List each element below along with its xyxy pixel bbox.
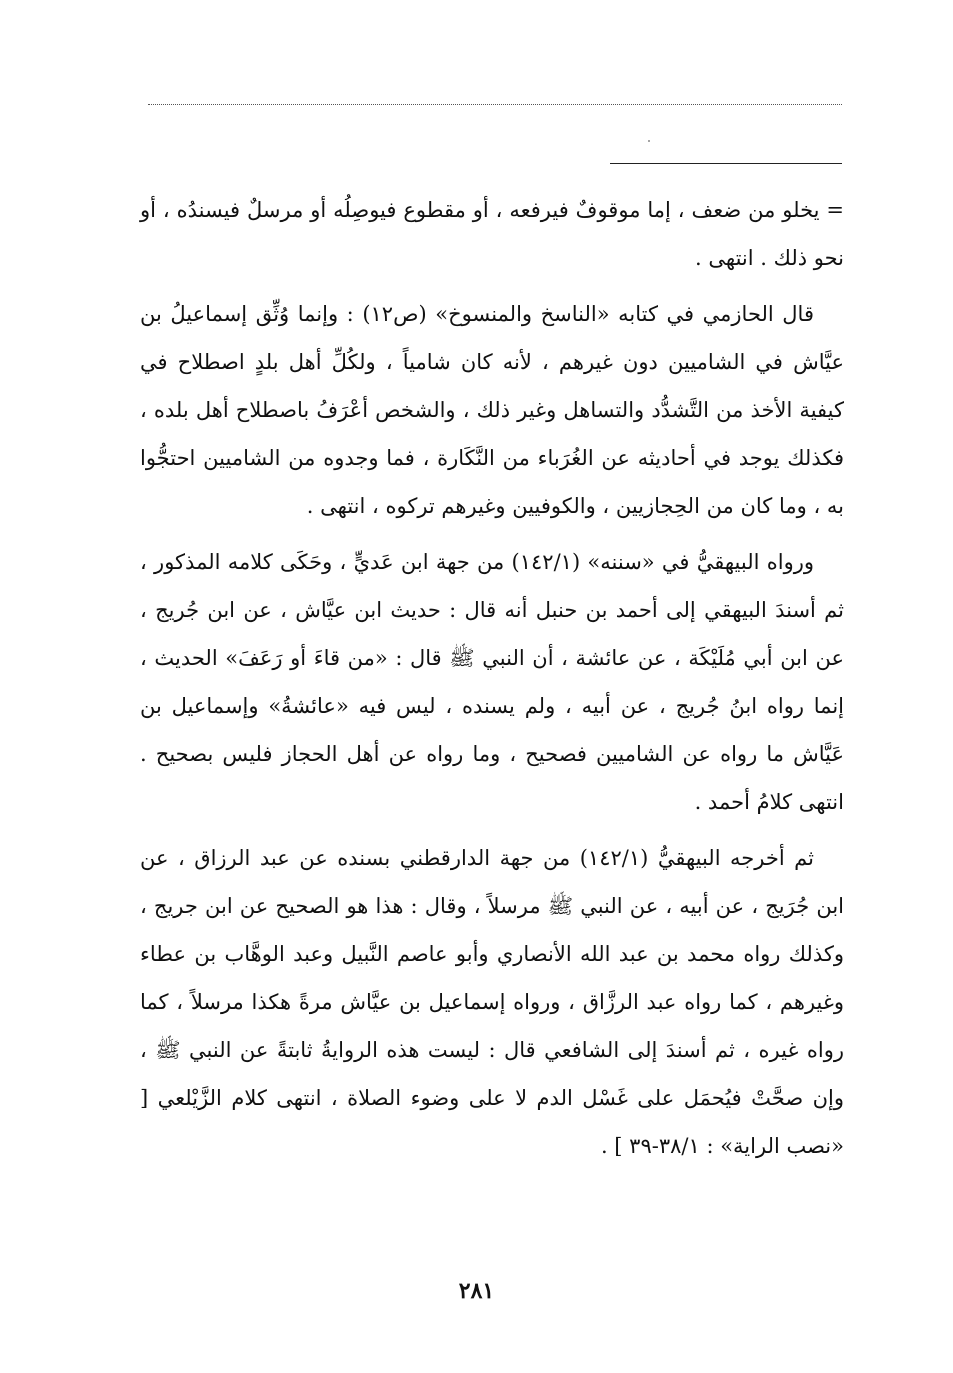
paragraph-hazimi: قال الحازمي في كتابه «الناسخ والمنسوخ» (ص١٢) : وإنما وُثِّق إسماعيلُ بن عيَّاش في الشاميين دون غيرهم ، لأنه كان شامياً ، ولكُلِّ أهل بلدٍ اصطلاح في كيفية الأخذ من التَّشدُّد والتساهل وغير ذلك ، والشخص أعْرَفُ باصطلاح أهل بلده ، فكذلك يوجد في أحاديثه عن الغُرَباء من النَّكَارة ، فما وجدوه من الشاميين احتجُّوا به ، وما كان من الحِجازيين ، والكوفيين وغيرهم تركوه ، انتهى . <box>140 302 844 518</box>
speck-mark <box>648 140 650 142</box>
paragraph-bayhaqi-sunan: ورواه البيهقيُّ في «سننه» (١٤٢/١) من جهة ابن عَديٍّ ، وحَكَى كلامه المذكور ، ثم أسندَ البيهقي إلى أحمد بن حنبل أنه قال : حديث ابن عيَّاش ، عن ابن جُريج ، عن ابن أبي مُلَيْكَة ، عن عائشة ، أن النبي ﷺ قال : «من قاءَ أو رَعَفَ» الحديث ، إنما رواه ابنُ جُريج ، عن أبيه ، ولم يسنده ، ليس فيه «عائشةُ» وإسماعيل بن عَيَّاش ما رواه عن الشاميين فصحيح ، وما رواه عن أهل الحجاز فليس بصحيح . انتهى كلامُ أحمد . <box>140 550 844 814</box>
footnote-continuation: = يخلو من ضعف ، إما موقوفٌ فيرفعه ، أو مقطوع فيوصِلُه أو مرسلٌ فيسندُه ، أو نحو ذلك . انتهى . <box>140 198 844 270</box>
header-dotted-rule <box>148 104 842 105</box>
page-body <box>140 186 844 1170</box>
footnote-separator-rule <box>610 163 842 164</box>
paragraph-bayhaqi-daraqutni: ثم أخرجه البيهقيُّ (١٤٢/١) من جهة الدارقطني بسنده عن عبد الرزاق ، عن ابن جُرَيج ، عن أبيه ، عن النبي ﷺ مرسلاً ، وقال : هذا هو الصحيح عن ابن جريج ، وكذلك رواه محمد بن عبد الله الأنصاري وأبو عاصم النَّبيل وعبد الوهَّاب بن عطاء وغيرهم ، كما رواه عبد الرزَّاق ، ورواه إسماعيل بن عيَّاش مرةً هكذا مرسلاً ، كما رواه غيره ، ثم أسندَ إلى الشافعي قال : ليست هذه الروايةُ ثابتةً عن النبي ﷺ ، وإن صحَّتْ فيُحمَل على غَسْل الدم لا على وضوء الصلاة ، انتهى كلام الزَّيْلعي [ «نصب الراية» : ٣٨/١-٣٩ ] . <box>140 846 844 1158</box>
page-number: ٢٨١ <box>458 1278 495 1304</box>
